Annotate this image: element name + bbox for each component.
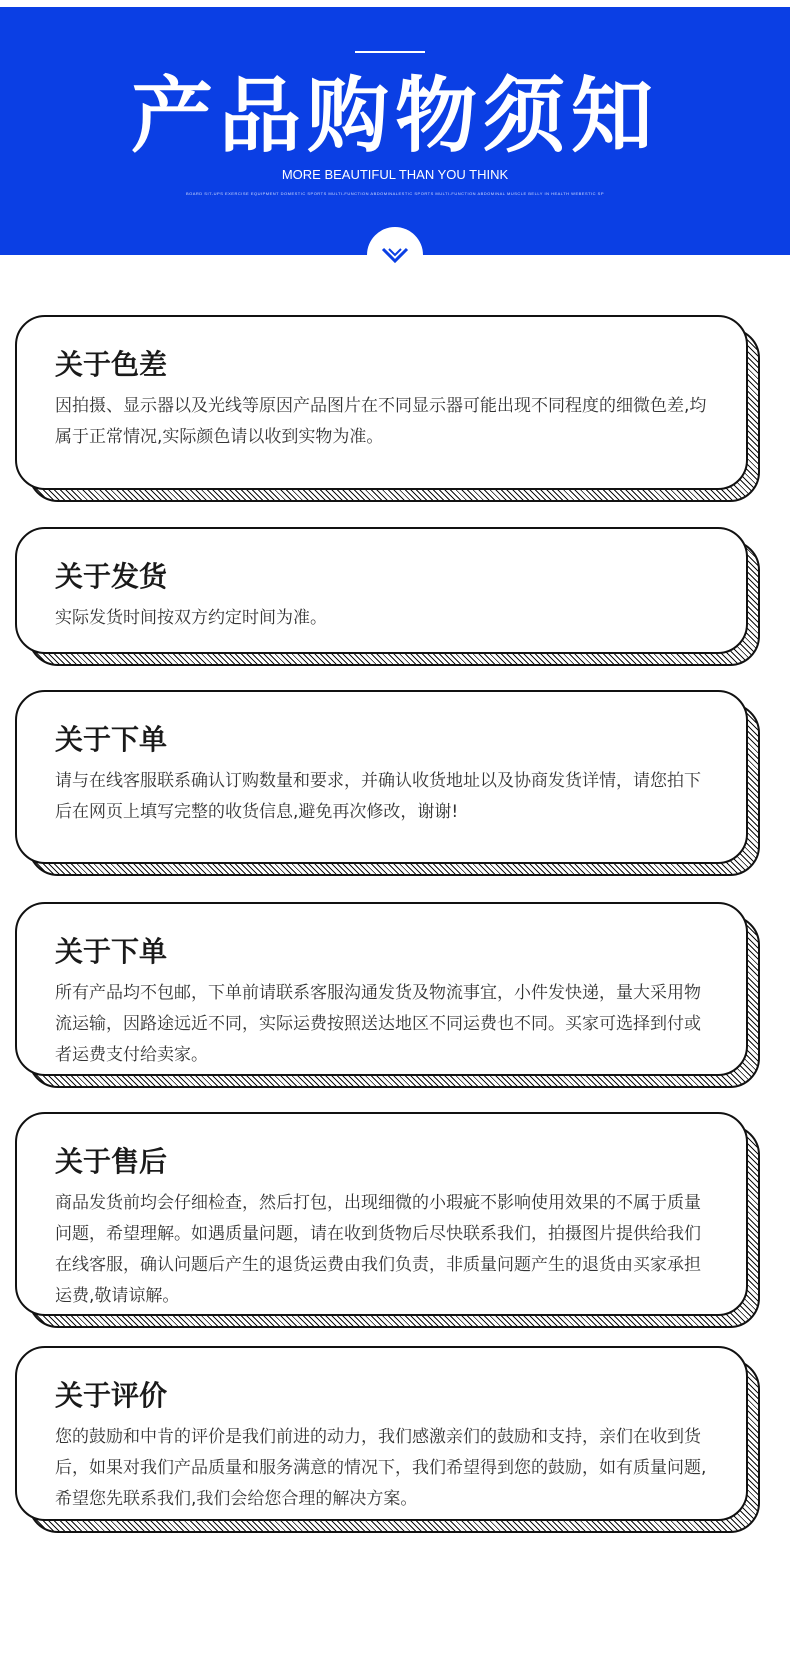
section-card-reviews bbox=[15, 1346, 760, 1533]
banner-tiny-text: BOARD SIT-UPS EXERCISE EQUIPMENT DOMESTIC SPORTS MULTI-FUNCTION ABDOMINALESTIC SPORTS MULTI-FUNCTION ABDOMINAL MUSCLE BELLY IN HEALTH WEBESTIC SP bbox=[185, 191, 605, 196]
section-card-ordering bbox=[15, 690, 760, 876]
chevron-down-icon bbox=[381, 245, 409, 265]
section-title: 关于发货 bbox=[55, 560, 168, 593]
section-card-ordering-freight bbox=[15, 902, 760, 1088]
section-title: 关于评价 bbox=[55, 1379, 168, 1412]
card-panel bbox=[15, 1112, 748, 1316]
section-card-shipping bbox=[15, 527, 760, 666]
card-panel bbox=[15, 315, 748, 490]
page-title: 产品购物须知 bbox=[130, 69, 659, 164]
banner-subtitle: MORE BEAUTIFUL THAN YOU THINK bbox=[281, 167, 509, 182]
banner-divider bbox=[355, 51, 425, 53]
section-title: 关于下单 bbox=[55, 935, 168, 968]
section-title: 关于售后 bbox=[55, 1145, 168, 1178]
scroll-down-badge bbox=[367, 227, 423, 283]
section-title: 关于色差 bbox=[55, 348, 168, 381]
card-panel bbox=[15, 902, 748, 1076]
card-panel bbox=[15, 1346, 748, 1521]
section-body: 您的鼓励和中肯的评价是我们前进的动力，我们感激亲们的鼓励和支持，亲们在收到货后，如果对我们产品质量和服务满意的情况下，我们希望得到您的鼓励，如有质量问题,希望您先联系我们,我们会给您合理的解决方案。 bbox=[55, 1427, 707, 1509]
section-body: 实际发货时间按双方约定时间为准。 bbox=[55, 608, 327, 628]
section-body: 商品发货前均会仔细检查，然后打包，出现细微的小瑕疵不影响使用效果的不属于质量问题，希望理解。如遇质量问题，请在收到货物后尽快联系我们，拍摄图片提供给我们在线客服，确认问题后产生的退货运费由我们负责，非质量问题产生的退货由买家承担运费,敬请谅解。 bbox=[55, 1193, 701, 1306]
section-body: 请与在线客服联系确认订购数量和要求，并确认收货地址以及协商发货详情，请您拍下后在网页上填写完整的收货信息,避免再次修改，谢谢! bbox=[55, 771, 701, 822]
section-body: 所有产品均不包邮，下单前请联系客服沟通发货及物流事宜，小件发快递，量大采用物流运输，因路途远近不同，实际运费按照送达地区不同运费也不同。买家可选择到付或者运费支付给卖家。 bbox=[55, 983, 701, 1065]
section-card-after-sales bbox=[15, 1112, 760, 1328]
card-panel bbox=[15, 690, 748, 864]
section-title: 关于下单 bbox=[55, 723, 168, 756]
header-banner bbox=[0, 7, 790, 255]
section-card-color-difference bbox=[15, 315, 760, 502]
card-panel bbox=[15, 527, 748, 654]
section-body: 因拍摄、显示器以及光线等原因产品图片在不同显示器可能出现不同程度的细微色差,均属于正常情况,实际颜色请以收到实物为准。 bbox=[55, 396, 707, 447]
